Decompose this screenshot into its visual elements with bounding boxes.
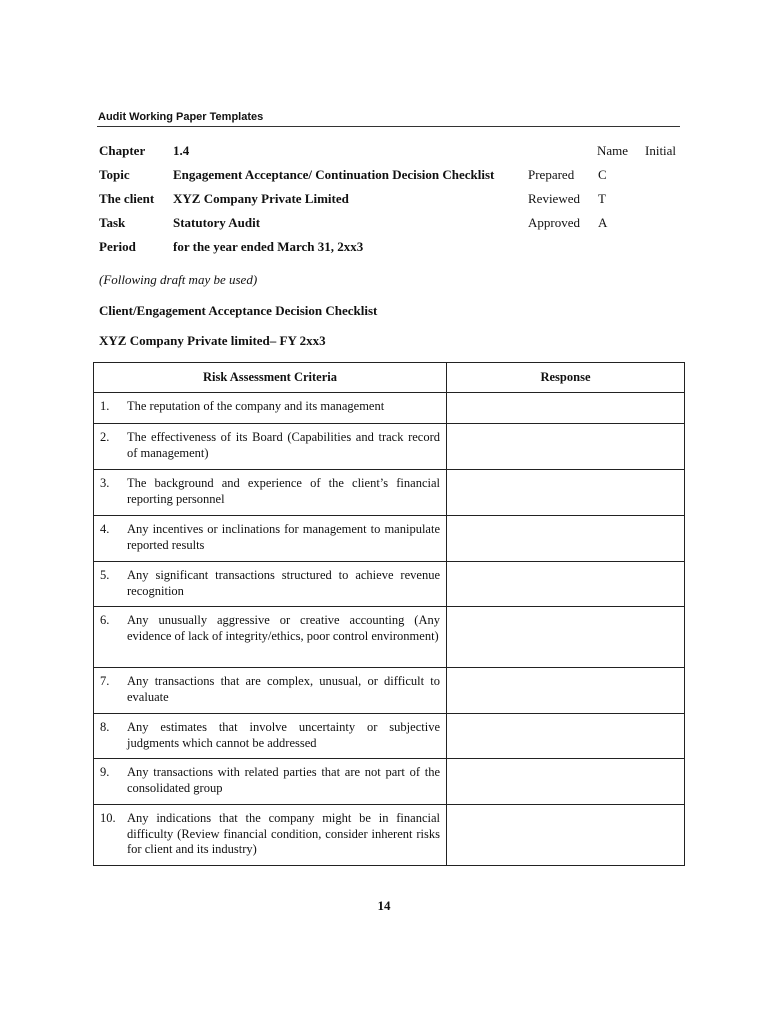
signoff-role: Prepared xyxy=(528,167,575,182)
criteria-text: The effectiveness of its Board (Capabilities and track record of management) xyxy=(127,430,440,460)
risk-assessment-table xyxy=(93,362,685,866)
criteria-text: The background and experience of the client’s financial reporting personnel xyxy=(127,476,440,506)
table-row xyxy=(94,607,685,668)
response-cell[interactable] xyxy=(447,805,685,866)
response-cell[interactable] xyxy=(447,516,685,562)
criteria-text: Any incentives or inclinations for management to manipulate reported results xyxy=(127,522,440,552)
row-number: 3. xyxy=(100,476,110,490)
page-number: 14 xyxy=(377,898,391,913)
table-row xyxy=(94,668,685,714)
criteria-cell xyxy=(94,393,447,424)
row-number: 5. xyxy=(100,568,110,582)
table-row xyxy=(94,516,685,562)
row-number: 9. xyxy=(100,765,110,779)
row-number: 6. xyxy=(100,613,110,627)
row-number: 2. xyxy=(100,430,110,444)
response-cell[interactable] xyxy=(447,759,685,805)
table-header-row xyxy=(94,363,685,393)
table-row xyxy=(94,714,685,759)
meta-label: Topic xyxy=(99,167,130,182)
criteria-cell xyxy=(94,668,447,714)
running-header: Audit Working Paper Templates xyxy=(98,111,264,123)
criteria-column-header: Risk Assessment Criteria xyxy=(94,363,447,393)
criteria-text: The reputation of the company and its management xyxy=(127,399,385,413)
initial-column-heading: Initial xyxy=(645,143,677,158)
criteria-text: Any transactions that are complex, unusual, or difficult to evaluate xyxy=(127,674,440,704)
criteria-cell xyxy=(94,470,447,516)
meta-value: for the year ended March 31, 2xx3 xyxy=(173,239,364,254)
meta-label: Task xyxy=(99,215,126,230)
signoff-initial: C xyxy=(598,167,607,182)
row-number: 10. xyxy=(100,811,116,825)
meta-label: Chapter xyxy=(99,143,146,158)
name-column-heading: Name xyxy=(597,143,629,158)
criteria-text: Any significant transactions structured to achieve revenue recognition xyxy=(127,568,440,598)
signoff-role: Reviewed xyxy=(528,191,580,206)
criteria-text: Any transactions with related parties that are not part of the consolidated group xyxy=(127,765,440,795)
criteria-text: Any estimates that involve uncertainty or subjective judgments which cannot be addressed xyxy=(127,720,440,750)
signoff-initial: T xyxy=(598,191,606,206)
meta-value: 1.4 xyxy=(173,143,190,158)
meta-label: The client xyxy=(99,191,155,206)
table-row xyxy=(94,424,685,470)
signoff-role: Approved xyxy=(528,215,580,230)
meta-value: Statutory Audit xyxy=(173,215,261,230)
checklist-title: Client/Engagement Acceptance Decision Checklist xyxy=(99,303,378,318)
response-cell[interactable] xyxy=(447,714,685,759)
criteria-text: Any unusually aggressive or creative accounting (Any evidence of lack of integrity/ethics, poor control environment) xyxy=(127,613,440,643)
table-row xyxy=(94,562,685,607)
table-row xyxy=(94,759,685,805)
criteria-cell xyxy=(94,759,447,805)
draft-note: (Following draft may be used) xyxy=(99,272,258,287)
criteria-cell xyxy=(94,424,447,470)
criteria-cell xyxy=(94,805,447,866)
response-cell[interactable] xyxy=(447,607,685,668)
checklist-subtitle: XYZ Company Private limited– FY 2xx3 xyxy=(99,333,326,348)
response-cell[interactable] xyxy=(447,470,685,516)
response-cell[interactable] xyxy=(447,393,685,424)
response-cell[interactable] xyxy=(447,424,685,470)
criteria-cell xyxy=(94,714,447,759)
response-cell[interactable] xyxy=(447,562,685,607)
row-number: 7. xyxy=(100,674,110,688)
table-row xyxy=(94,470,685,516)
row-number: 4. xyxy=(100,522,110,536)
row-number: 1. xyxy=(100,399,110,413)
response-column-header: Response xyxy=(447,363,685,393)
table-row xyxy=(94,393,685,424)
meta-value: XYZ Company Private Limited xyxy=(173,191,349,206)
criteria-text: Any indications that the company might be in financial difficulty (Review financial condition, consider inherent risks for client and its industry) xyxy=(127,811,440,856)
meta-label: Period xyxy=(99,239,136,254)
signoff-initial: A xyxy=(598,215,608,230)
table-row xyxy=(94,805,685,866)
response-cell[interactable] xyxy=(447,668,685,714)
meta-value: Engagement Acceptance/ Continuation Decision Checklist xyxy=(173,167,495,182)
criteria-cell xyxy=(94,562,447,607)
header-divider xyxy=(97,126,680,127)
criteria-cell xyxy=(94,516,447,562)
criteria-cell xyxy=(94,607,447,668)
row-number: 8. xyxy=(100,720,110,734)
